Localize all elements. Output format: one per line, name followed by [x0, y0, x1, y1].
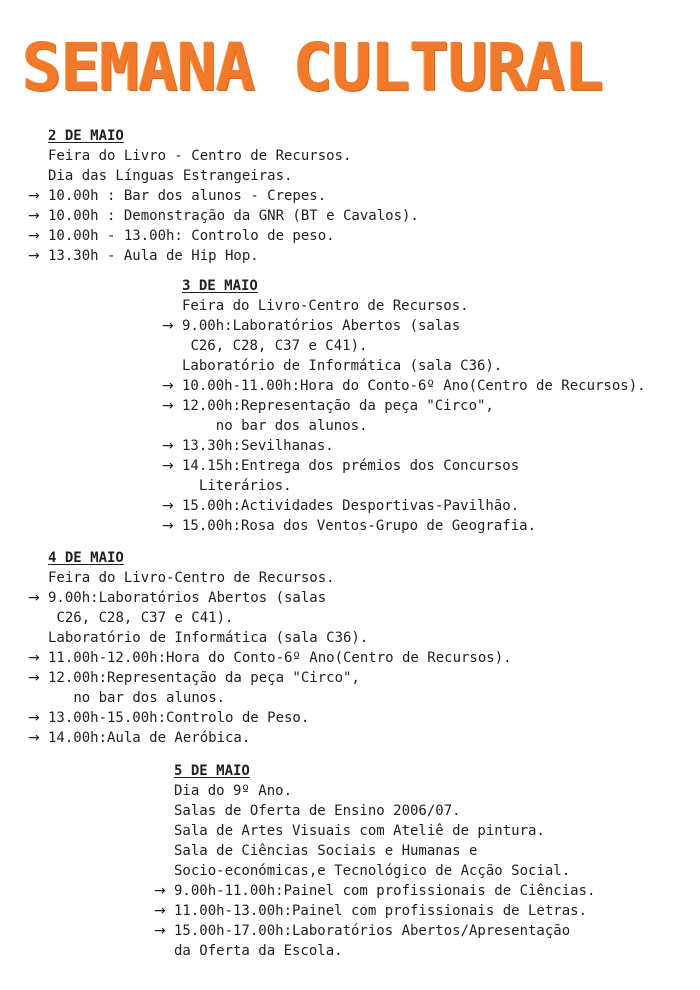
info-line: [156, 861, 595, 881]
schedule-item: [164, 456, 646, 476]
info-line: [156, 841, 595, 861]
line-text: 14.15h:Entrega dos prémios dos Concursos: [182, 458, 520, 474]
arrow-right-icon: →: [28, 670, 40, 686]
arrow-right-icon: →: [162, 458, 174, 474]
line-text: 10.00h : Demonstração da GNR (BT e Cavalos).: [48, 208, 419, 224]
line-text: 13.00h-15.00h:Controlo de Peso.: [48, 710, 310, 726]
info-line: [164, 476, 646, 496]
info-line: [30, 146, 419, 166]
line-text: Feira do Livro - Centro de Recursos.: [48, 148, 352, 164]
line-text: 9.00h:Laboratórios Abertos (salas: [182, 318, 461, 334]
info-line: [30, 166, 419, 186]
schedule-item: [30, 206, 419, 226]
schedule-item: [30, 708, 512, 728]
line-text: 13.30h - Aula de Hip Hop.: [48, 248, 259, 264]
schedule-item: [156, 881, 595, 901]
schedule-item: [30, 186, 419, 206]
line-text: 12.00h:Representação da peça "Circo",: [48, 670, 360, 686]
schedule-item: [164, 436, 646, 456]
schedule-item: [30, 226, 419, 246]
arrow-right-icon: →: [28, 228, 40, 244]
line-text: 10.00h : Bar dos alunos - Crepes.: [48, 188, 327, 204]
schedule-item: [164, 396, 646, 416]
line-text: Sala de Artes Visuais com Ateliê de pintura.: [174, 823, 545, 839]
arrow-right-icon: →: [162, 438, 174, 454]
arrow-right-icon: →: [28, 208, 40, 224]
arrow-right-icon: →: [154, 923, 166, 939]
info-line: [30, 628, 512, 648]
schedule-item: [30, 668, 512, 688]
section-heading: 3 DE MAIO: [182, 278, 258, 294]
line-text: no bar dos alunos.: [73, 690, 226, 706]
line-text: 15.00h:Actividades Desportivas-Pavilhão.: [182, 498, 520, 514]
info-line: [30, 688, 512, 708]
line-text: Dia do 9º Ano.: [174, 783, 293, 799]
arrow-right-icon: →: [28, 710, 40, 726]
line-text: 15.00h-17.00h:Laboratórios Abertos/Apresentação: [174, 923, 571, 939]
arrow-right-icon: →: [162, 318, 174, 334]
line-text: 9.00h-11.00h:Painel com profissionais de Ciências.: [174, 883, 596, 899]
section-2-maio: [30, 126, 419, 266]
arrow-right-icon: →: [154, 903, 166, 919]
line-text: C26, C28, C37 e C41).: [190, 338, 368, 354]
info-line: [164, 356, 646, 376]
arrow-right-icon: →: [28, 188, 40, 204]
line-text: Feira do Livro-Centro de Recursos.: [182, 298, 469, 314]
schedule-item: [164, 496, 646, 516]
line-text: no bar dos alunos.: [215, 418, 368, 434]
schedule-item: [164, 316, 646, 336]
schedule-item: [164, 376, 646, 396]
info-line: [164, 336, 646, 356]
section-3-maio: [164, 276, 646, 536]
line-text: da Oferta da Escola.: [174, 943, 343, 959]
section-heading: 4 DE MAIO: [48, 550, 124, 566]
info-line: [156, 781, 595, 801]
schedule-item: [30, 588, 512, 608]
arrow-right-icon: →: [162, 498, 174, 514]
arrow-right-icon: →: [162, 378, 174, 394]
info-line: [156, 801, 595, 821]
schedule-item: [30, 648, 512, 668]
page-title: SEMANA CULTURAL: [22, 29, 604, 106]
schedule-item: [156, 921, 595, 941]
line-text: Salas de Oferta de Ensino 2006/07.: [174, 803, 461, 819]
arrow-right-icon: →: [28, 248, 40, 264]
schedule-item: [30, 728, 512, 748]
line-text: 13.30h:Sevilhanas.: [182, 438, 334, 454]
line-text: Laboratório de Informática (sala C36).: [182, 358, 503, 374]
section-heading: 2 DE MAIO: [48, 128, 124, 144]
arrow-right-icon: →: [28, 730, 40, 746]
line-text: 10.00h - 13.00h: Controlo de peso.: [48, 228, 335, 244]
line-text: 9.00h:Laboratórios Abertos (salas: [48, 590, 327, 606]
line-text: 11.00h-12.00h:Hora do Conto-6º Ano(Centro de Recursos).: [48, 650, 512, 666]
line-text: C26, C28, C37 e C41).: [56, 610, 234, 626]
line-text: Sala de Ciências Sociais e Humanas e: [174, 843, 478, 859]
line-text: 11.00h-13.00h:Painel com profissionais de Letras.: [174, 903, 588, 919]
line-text: Literários.: [198, 478, 292, 494]
info-line: [156, 941, 595, 961]
line-text: 15.00h:Rosa dos Ventos-Grupo de Geografia.: [182, 518, 537, 534]
info-line: [156, 821, 595, 841]
line-text: Dia das Línguas Estrangeiras.: [48, 168, 293, 184]
schedule-item: [164, 516, 646, 536]
line-text: 10.00h-11.00h:Hora do Conto-6º Ano(Centro de Recursos).: [182, 378, 646, 394]
arrow-right-icon: →: [154, 883, 166, 899]
line-text: 14.00h:Aula de Aeróbica.: [48, 730, 251, 746]
arrow-right-icon: →: [28, 650, 40, 666]
section-heading: 5 DE MAIO: [174, 763, 250, 779]
info-line: [30, 568, 512, 588]
schedule-item: [156, 901, 595, 921]
arrow-right-icon: →: [28, 590, 40, 606]
info-line: [164, 416, 646, 436]
info-line: [164, 296, 646, 316]
section-4-maio: [30, 548, 512, 748]
arrow-right-icon: →: [162, 398, 174, 414]
arrow-right-icon: →: [162, 518, 174, 534]
section-5-maio: [156, 761, 595, 961]
schedule-item: [30, 246, 419, 266]
line-text: Laboratório de Informática (sala C36).: [48, 630, 369, 646]
line-text: Socio-económicas,e Tecnológico de Acção Social.: [174, 863, 571, 879]
line-text: Feira do Livro-Centro de Recursos.: [48, 570, 335, 586]
line-text: 12.00h:Representação da peça "Circo",: [182, 398, 494, 414]
info-line: [30, 608, 512, 628]
